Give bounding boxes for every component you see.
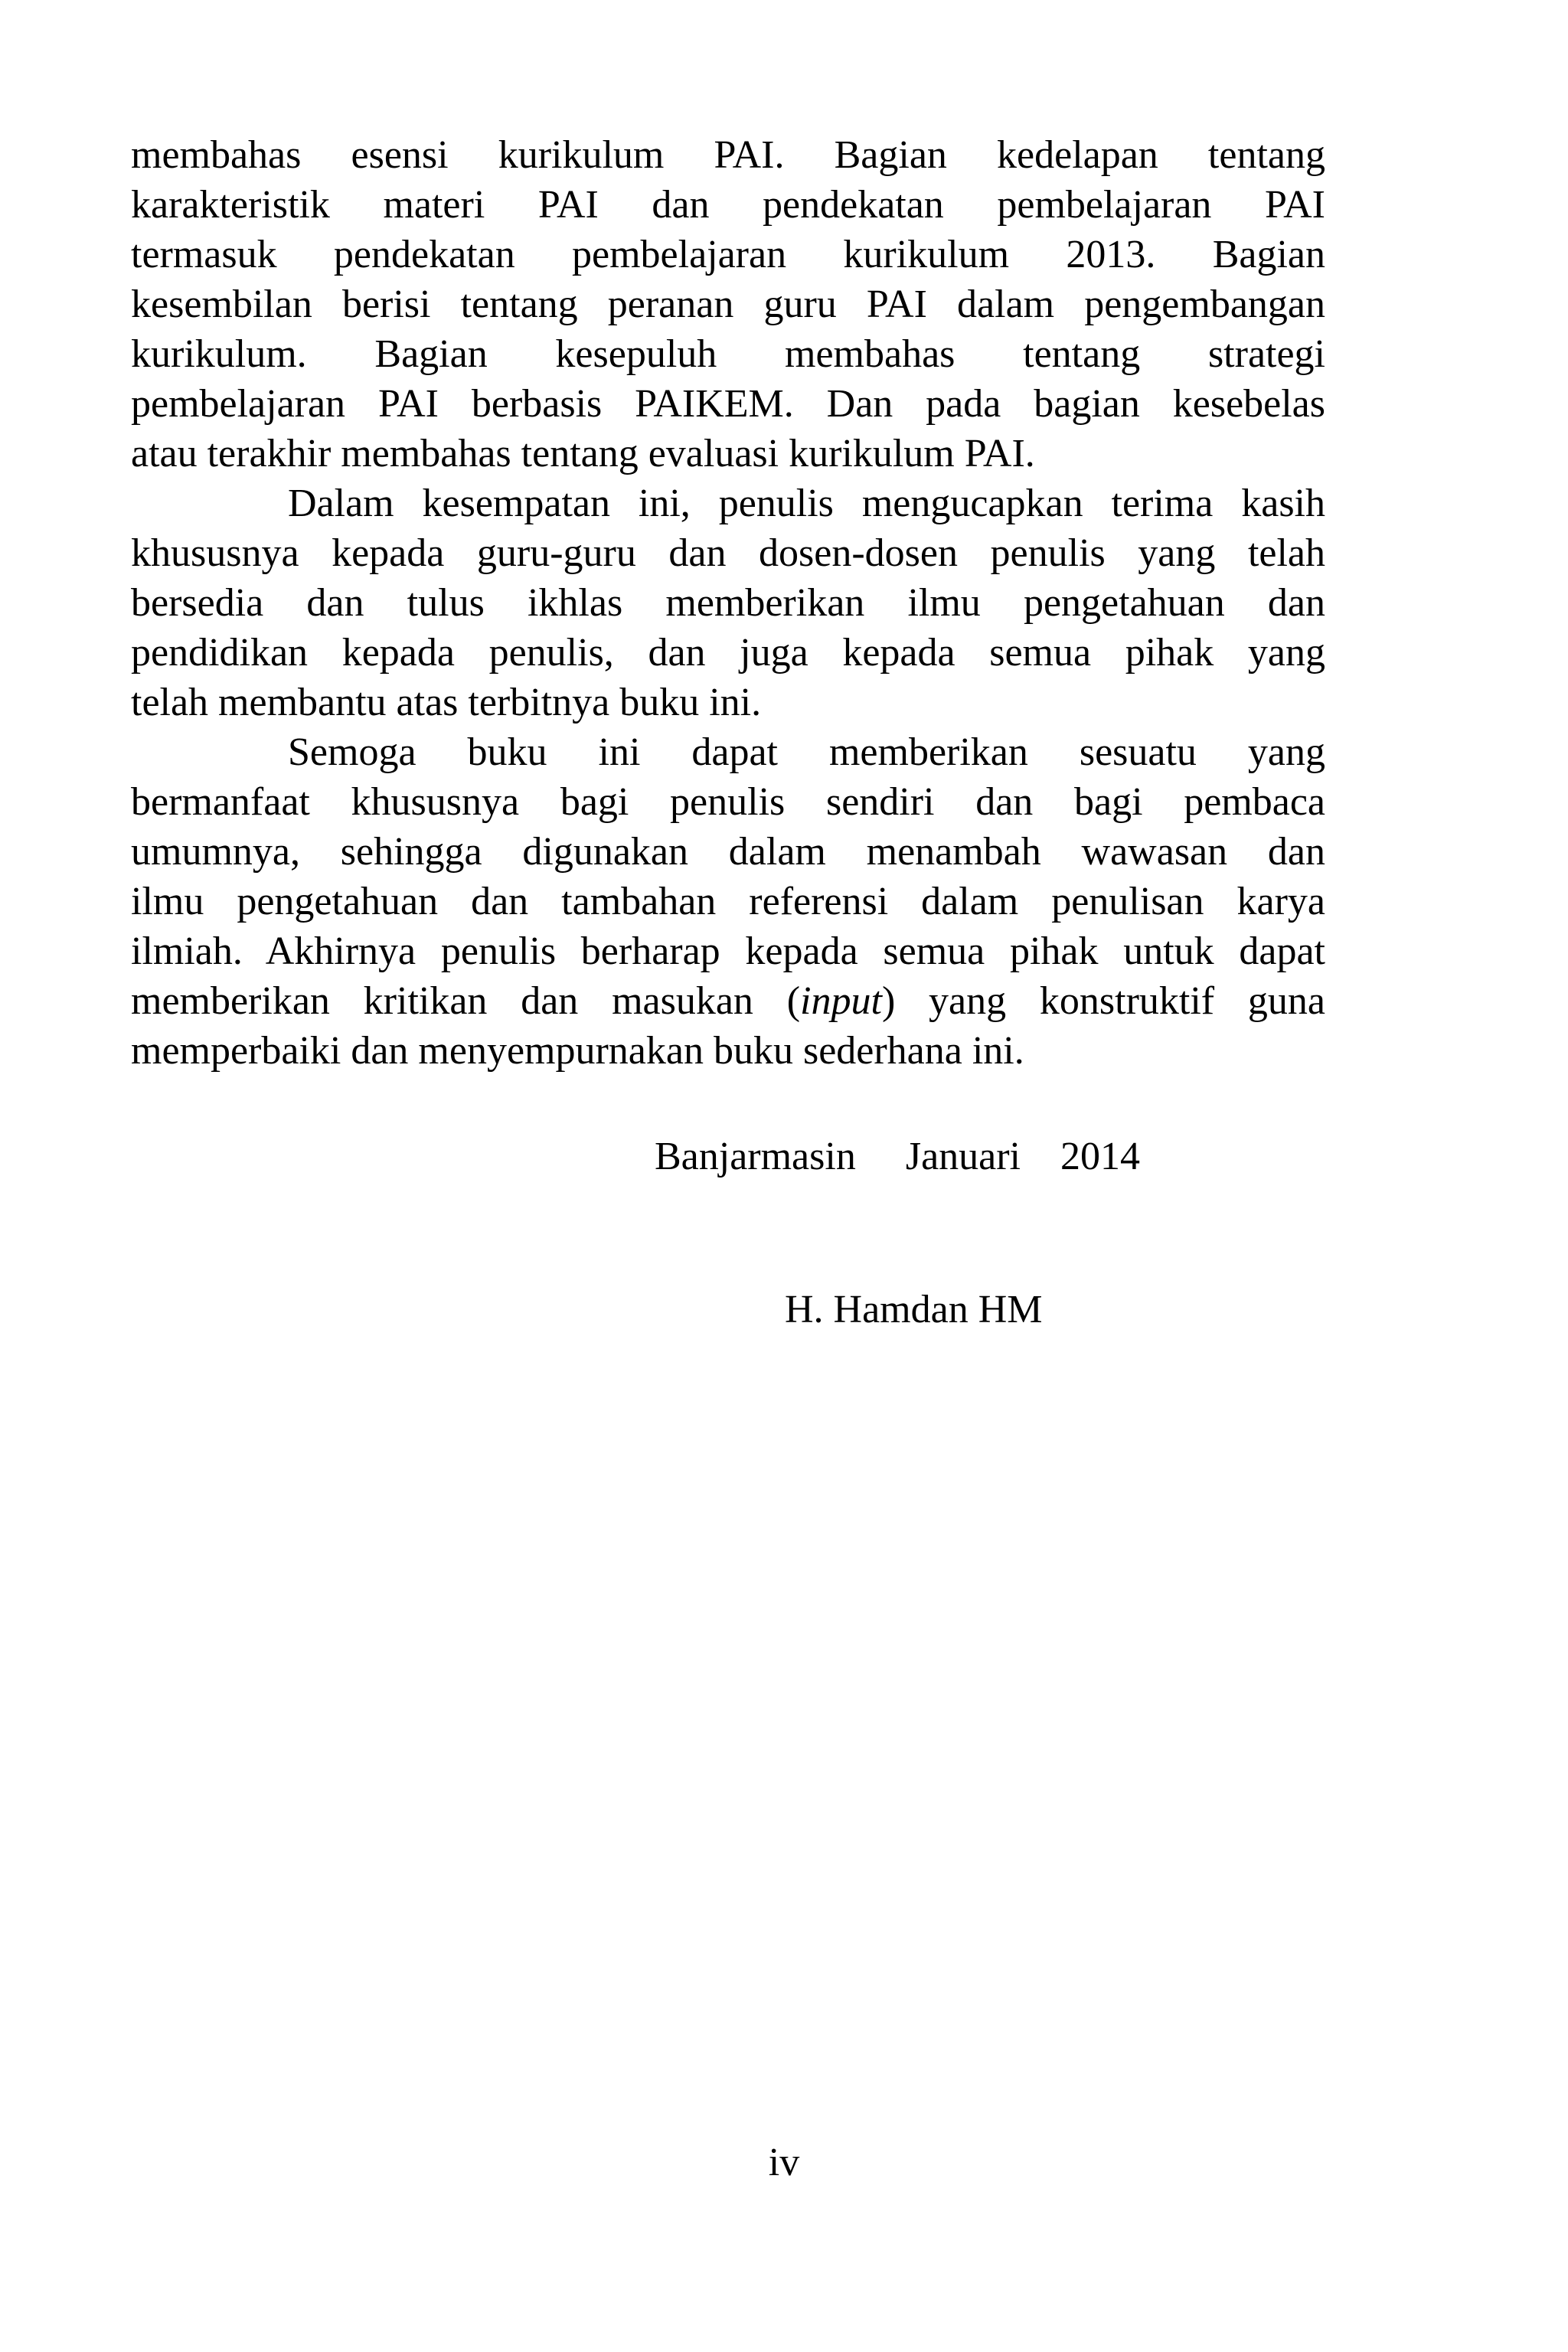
- place-and-date: [655, 1132, 1140, 1181]
- line-text-after-italic: ) yang konstruktif guna: [881, 979, 1325, 1023]
- paragraph-line: telah membantu atas terbitnya buku ini.: [131, 681, 762, 724]
- paragraph-line: kurikulum. Bagian kesepuluh membahas tentang strategi: [131, 332, 1325, 376]
- paragraph-line: Dalam kesempatan ini, penulis mengucapkan terima kasih: [288, 482, 1325, 525]
- date-year: 2014: [1060, 1135, 1140, 1178]
- page-number: iv: [768, 2141, 800, 2184]
- paragraph-line: termasuk pendekatan pembelajaran kurikulum 2013. Bagian: [131, 233, 1325, 276]
- date-month: Januari: [905, 1135, 1021, 1178]
- italic-term: input: [800, 979, 882, 1023]
- paragraph-line: umumnya, sehingga digunakan dalam menambah wawasan dan: [131, 830, 1325, 874]
- author-name: H. Hamdan HM: [785, 1288, 1043, 1331]
- paragraph-2: [131, 479, 1325, 727]
- paragraph-line: karakteristik materi PAI dan pendekatan pembelajaran PAI: [131, 183, 1325, 227]
- paragraph-line: pembelajaran PAI berbasis PAIKEM. Dan pada bagian kesebelas: [131, 382, 1325, 426]
- place-name: Banjarmasin: [655, 1135, 856, 1178]
- paragraph-line: Semoga buku ini dapat memberikan sesuatu yang: [288, 730, 1325, 774]
- paragraph-line-with-italic: [131, 976, 1325, 1026]
- paragraph-line: pendidikan kepada penulis, dan juga kepada semua pihak yang: [131, 631, 1325, 675]
- paragraph-line: khususnya kepada guru-guru dan dosen-dosen penulis yang telah: [131, 531, 1325, 575]
- paragraph-1: [131, 130, 1325, 479]
- paragraph-line: ilmiah. Akhirnya penulis berharap kepada semua pihak untuk dapat: [131, 929, 1325, 973]
- paragraph-line: kesembilan berisi tentang peranan guru PAI dalam pengembangan: [131, 283, 1325, 326]
- paragraph-line: bermanfaat khususnya bagi penulis sendiri dan bagi pembaca: [131, 780, 1325, 824]
- body-text: [131, 130, 1325, 1076]
- paragraph-line: atau terakhir membahas tentang evaluasi kurikulum PAI.: [131, 432, 1035, 475]
- paragraph-line: ilmu pengetahuan dan tambahan referensi dalam penulisan karya: [131, 880, 1325, 923]
- paragraph-line: membahas esensi kurikulum PAI. Bagian kedelapan tentang: [131, 133, 1325, 177]
- line-text-before-italic: memberikan kritikan dan masukan (: [131, 979, 801, 1023]
- paragraph-line: bersedia dan tulus ikhlas memberikan ilmu pengetahuan dan: [131, 581, 1325, 625]
- paragraph-3: [131, 727, 1325, 1076]
- paragraph-line: memperbaiki dan menyempurnakan buku sederhana ini.: [131, 1029, 1024, 1073]
